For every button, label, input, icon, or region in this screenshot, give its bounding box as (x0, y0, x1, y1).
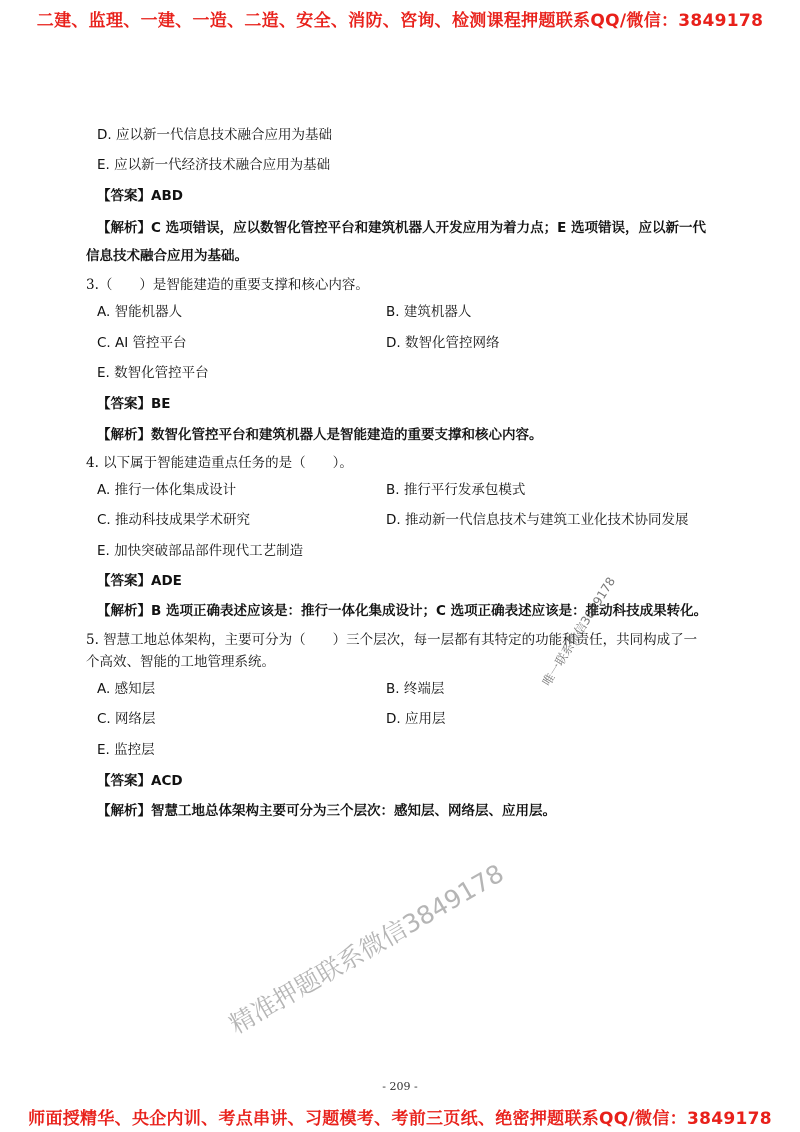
q3-option-a: A. 智能机器人 (97, 304, 183, 320)
q4-answer: 【答案】ADE (97, 573, 182, 589)
q4-stem: 4. 以下属于智能建造重点任务的是（ ）。 (86, 455, 353, 471)
page-number: - 209 - (382, 1080, 418, 1093)
bottom-ad-banner: 师面授精华、央企内训、考点串讲、习题模考、考前三页纸、绝密押题联系QQ/微信：3849178 (28, 1109, 772, 1129)
q2-answer: 【答案】ABD (97, 188, 183, 204)
diagonal-watermark-small: 唯一联系微信3849178 (539, 574, 619, 689)
q3-option-d: D. 数智化管控网络 (386, 335, 500, 351)
q5-stem-line1: 5. 智慧工地总体架构，主要可分为（ ）三个层次，每一层都有其特定的功能和责任，共同构成了一 (86, 632, 698, 648)
q4-option-d: D. 推动新一代信息技术与建筑工业化技术协同发展 (386, 512, 689, 528)
q4-option-c: C. 推动科技成果学术研究 (97, 512, 251, 528)
q5-option-d: D. 应用层 (386, 711, 446, 727)
q4-option-b: B. 推行平行发承包模式 (386, 482, 526, 498)
q2-option-e: E. 应以新一代经济技术融合应用为基础 (97, 157, 331, 173)
q4-option-a: A. 推行一体化集成设计 (97, 482, 237, 498)
q2-option-d: D. 应以新一代信息技术融合应用为基础 (97, 127, 332, 143)
q2-analysis-line1: 【解析】C 选项错误，应以数智化管控平台和建筑机器人开发应用为着力点；E 选项错误，应以新一代 (97, 220, 707, 236)
q4-analysis: 【解析】B 选项正确表述应该是：推行一体化集成设计；C 选项正确表述应该是：推动科技成果转化。 (97, 603, 708, 619)
q3-answer: 【答案】BE (97, 396, 171, 412)
top-ad-banner: 二建、监理、一建、一造、二造、安全、消防、咨询、检测课程押题联系QQ/微信：3849178 (36, 11, 764, 31)
diagonal-watermark-large: 精准押题联系微信3849178 (224, 858, 509, 1040)
q5-analysis: 【解析】智慧工地总体架构主要可分为三个层次：感知层、网络层、应用层。 (97, 803, 556, 819)
q3-stem: 3.（ ）是智能建造的重要支撑和核心内容。 (86, 277, 369, 293)
q5-option-b: B. 终端层 (386, 681, 445, 697)
q5-option-c: C. 网络层 (97, 711, 156, 727)
q5-stem-line2: 个高效、智能的工地管理系统。 (86, 654, 275, 670)
q3-option-e: E. 数智化管控平台 (97, 365, 209, 381)
q3-option-c: C. AI 管控平台 (97, 335, 187, 351)
q3-analysis: 【解析】数智化管控平台和建筑机器人是智能建造的重要支撑和核心内容。 (97, 427, 543, 443)
q5-answer: 【答案】ACD (97, 773, 183, 789)
q5-option-e: E. 监控层 (97, 742, 155, 758)
q4-option-e: E. 加快突破部品部件现代工艺制造 (97, 543, 304, 559)
q3-option-b: B. 建筑机器人 (386, 304, 472, 320)
q5-option-a: A. 感知层 (97, 681, 156, 697)
q2-analysis-line2: 信息技术融合应用为基础。 (86, 248, 248, 264)
